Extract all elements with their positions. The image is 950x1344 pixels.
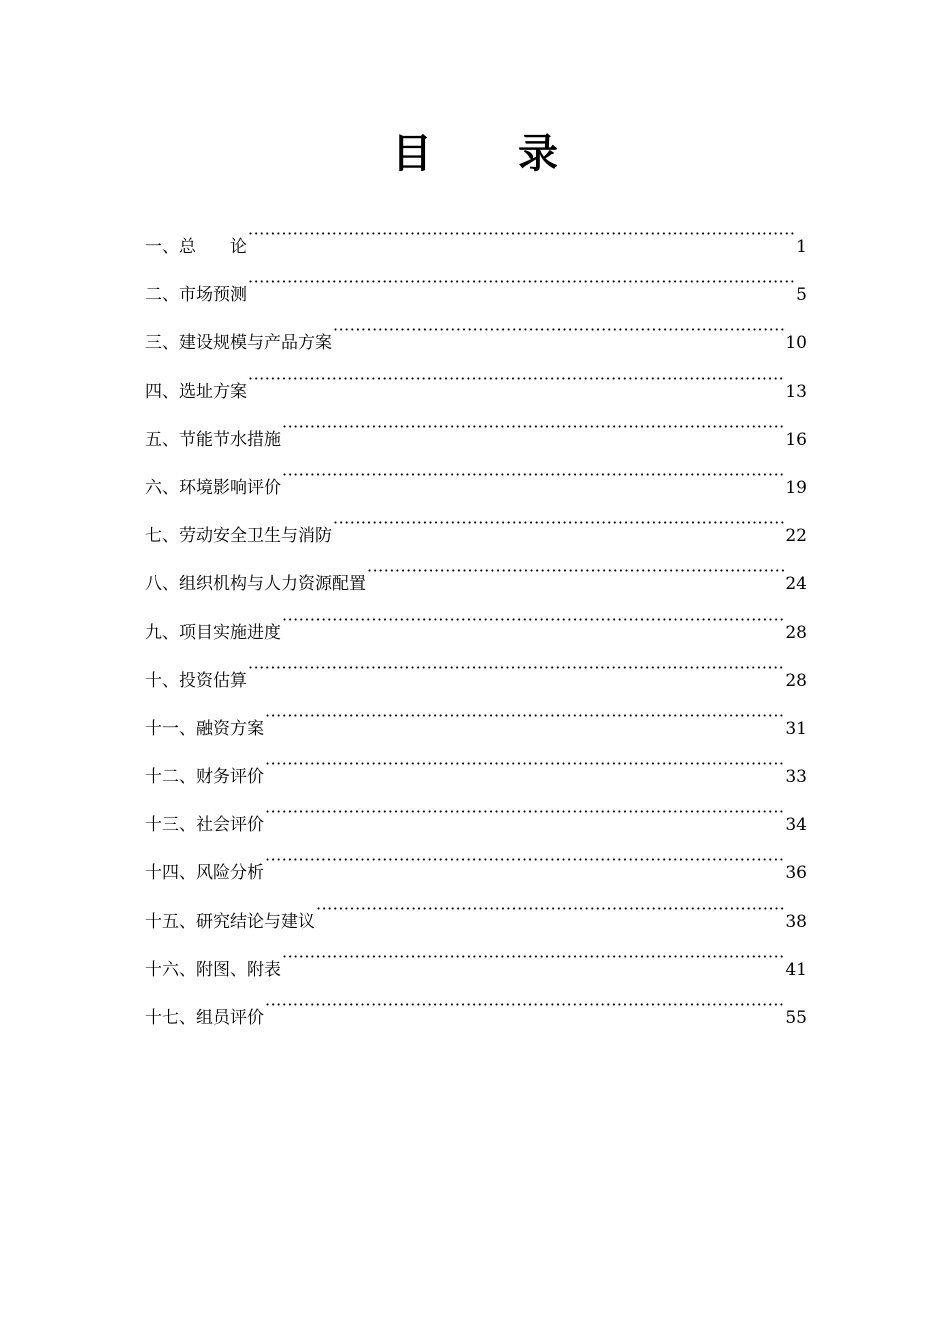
toc-entry[interactable]	[145, 987, 807, 1035]
toc-dot-leader	[265, 842, 784, 878]
toc-dot-leader	[265, 698, 784, 734]
toc-entry[interactable]	[145, 602, 807, 650]
toc-entry[interactable]	[145, 794, 807, 842]
toc-entry[interactable]	[145, 891, 807, 939]
toc-entry-page: 5	[796, 285, 807, 306]
toc-dot-leader	[265, 794, 784, 830]
toc-entry-page: 55	[785, 1008, 807, 1028]
toc-entry-page: 10	[785, 333, 807, 354]
toc-dot-leader	[265, 746, 784, 782]
toc-entry-page: 31	[785, 718, 807, 739]
toc-title	[0, 122, 950, 186]
toc-entry-page: 34	[785, 815, 807, 836]
toc-dot-leader	[265, 987, 784, 1023]
toc-entry-page: 28	[785, 622, 807, 643]
toc-entry-label: 五、节能节水措施	[145, 429, 281, 450]
toc-entry-label: 二、市场预测	[145, 285, 247, 306]
toc-dot-leader	[316, 891, 784, 927]
toc-entry-page: 36	[785, 863, 807, 884]
toc-entry-label: 十六、附图、附表	[145, 959, 281, 980]
toc-title-char-2: 录	[518, 131, 558, 177]
toc-dot-leader	[248, 216, 795, 252]
toc-entry-page: 41	[785, 959, 807, 980]
toc-entry[interactable]	[145, 312, 807, 360]
toc-entry-page: 24	[785, 574, 807, 595]
table-of-contents	[145, 216, 807, 1035]
toc-title-char-1: 目	[392, 131, 432, 177]
toc-dot-leader	[248, 361, 784, 397]
toc-dot-leader	[282, 409, 784, 445]
toc-entry-page: 28	[785, 670, 807, 691]
toc-entry-label: 六、环境影响评价	[145, 477, 281, 498]
toc-entry-label: 八、组织机构与人力资源配置	[145, 574, 366, 595]
toc-entry-label: 十、投资估算	[145, 670, 247, 691]
toc-dot-leader	[282, 602, 784, 638]
toc-entry-label: 一、总 论	[145, 237, 247, 257]
toc-entry-page: 13	[785, 381, 807, 402]
toc-entry[interactable]	[145, 842, 807, 890]
toc-entry-page: 1	[796, 237, 807, 257]
toc-entry-label: 四、选址方案	[145, 381, 247, 402]
toc-entry-label: 十七、组员评价	[145, 1008, 264, 1028]
toc-entry[interactable]	[145, 361, 807, 409]
toc-entry[interactable]	[145, 457, 807, 505]
toc-entry-page: 16	[785, 429, 807, 450]
toc-entry-page: 33	[785, 767, 807, 788]
toc-entry-label: 十一、融资方案	[145, 718, 264, 739]
toc-entry-page: 19	[785, 477, 807, 498]
toc-entry[interactable]	[145, 216, 807, 264]
toc-entry[interactable]	[145, 553, 807, 601]
toc-entry[interactable]	[145, 264, 807, 312]
toc-entry-label: 十四、风险分析	[145, 863, 264, 884]
toc-dot-leader	[282, 939, 784, 975]
toc-entry[interactable]	[145, 650, 807, 698]
toc-entry[interactable]	[145, 409, 807, 457]
toc-dot-leader	[248, 264, 795, 300]
toc-entry-label: 七、劳动安全卫生与消防	[145, 526, 332, 547]
toc-entry-label: 九、项目实施进度	[145, 622, 281, 643]
toc-dot-leader	[333, 505, 784, 541]
toc-entry[interactable]	[145, 939, 807, 987]
toc-entry-label: 三、建设规模与产品方案	[145, 333, 332, 354]
toc-entry[interactable]	[145, 505, 807, 553]
toc-entry-label: 十二、财务评价	[145, 767, 264, 788]
toc-entry-page: 38	[785, 911, 807, 932]
toc-entry-page: 22	[785, 526, 807, 547]
toc-entry-label: 十三、社会评价	[145, 815, 264, 836]
toc-dot-leader	[367, 553, 784, 589]
toc-entry-label: 十五、研究结论与建议	[145, 911, 315, 932]
toc-dot-leader	[248, 650, 784, 686]
toc-entry[interactable]	[145, 698, 807, 746]
toc-entry[interactable]	[145, 746, 807, 794]
toc-dot-leader	[282, 457, 784, 493]
toc-dot-leader	[333, 312, 784, 348]
